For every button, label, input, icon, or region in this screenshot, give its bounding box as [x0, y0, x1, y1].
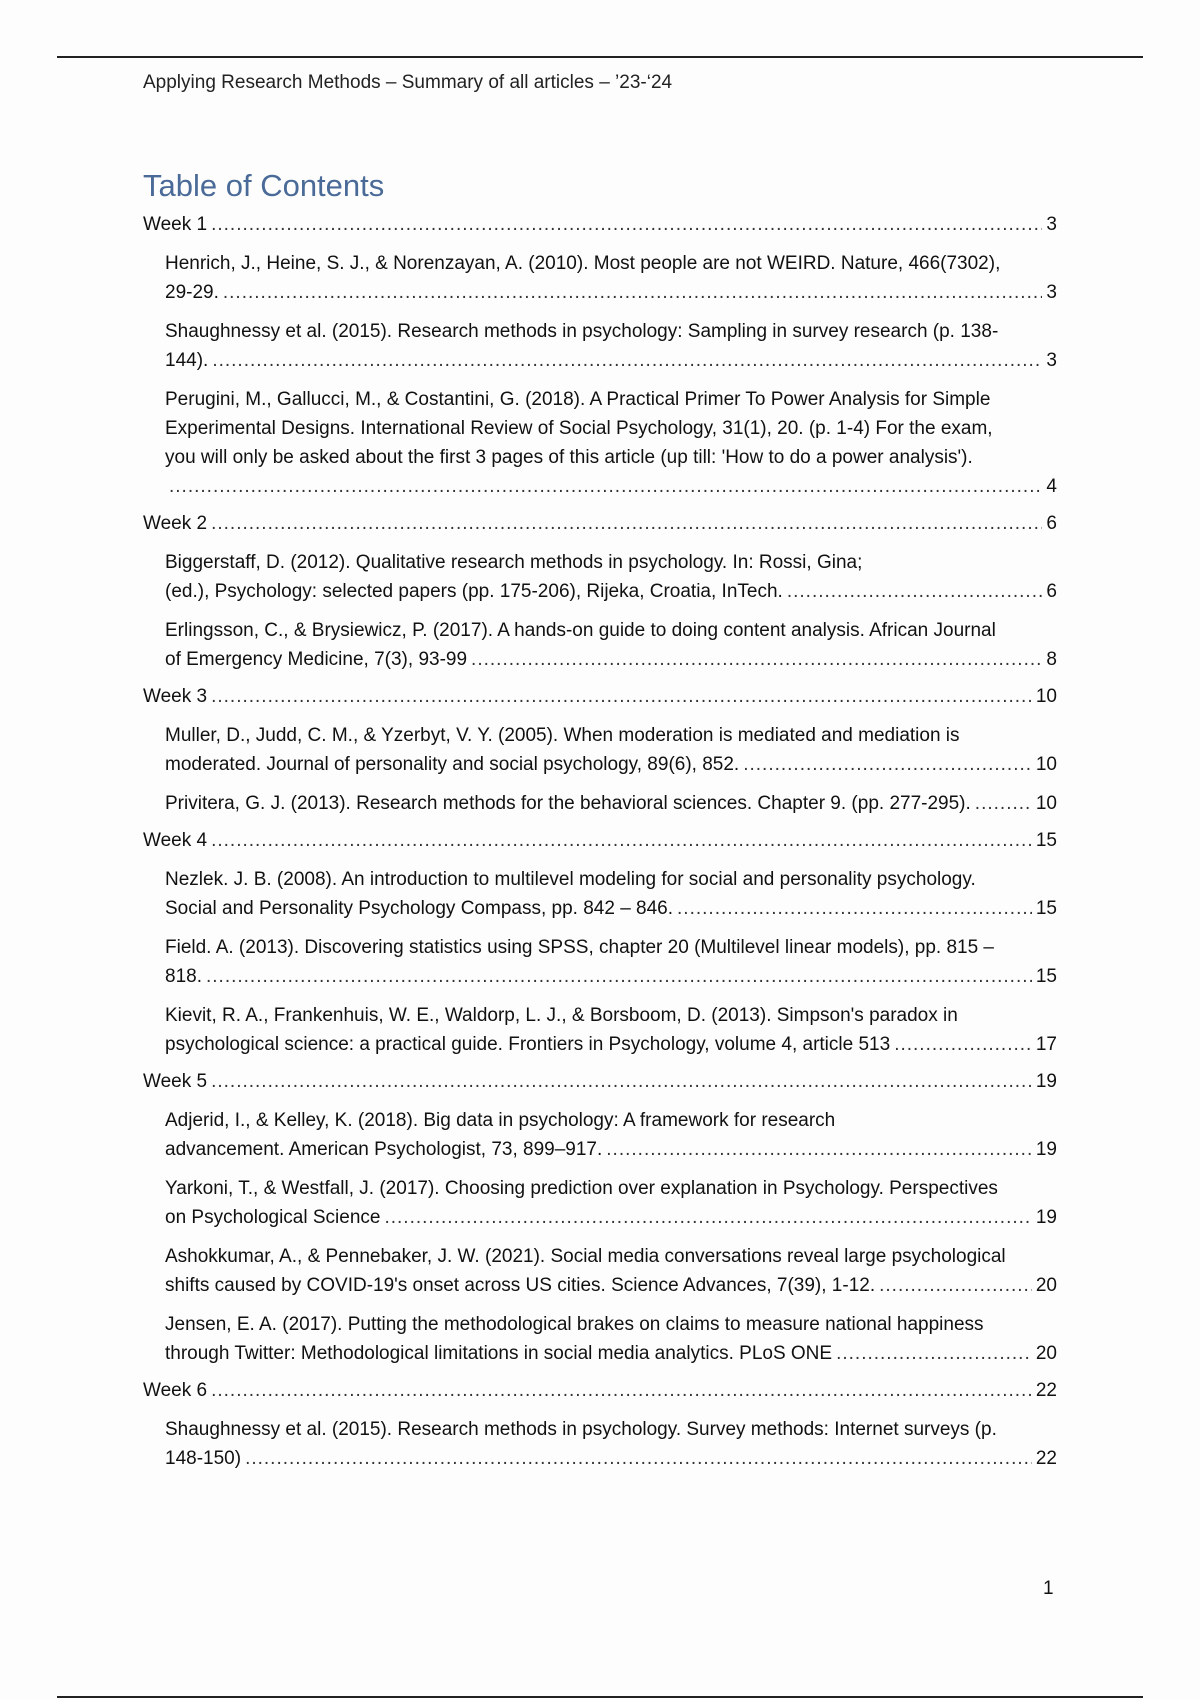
dot-leader	[211, 1067, 1032, 1096]
dot-leader	[787, 577, 1043, 606]
toc-entry-line: you will only be asked about the first 3 pages of this article (up till: 'How to do a power analysis').	[165, 447, 973, 468]
dot-leader	[211, 509, 1042, 538]
toc-entry-line: Kievit, R. A., Frankenhuis, W. E., Waldorp, L. J., & Borsboom, D. (2013). Simpson's paradox in	[165, 1005, 958, 1026]
toc-page-number: 20	[1035, 1343, 1057, 1364]
toc-entry-text: 148-150)	[165, 1448, 242, 1469]
toc-week-entry[interactable]	[143, 509, 1057, 538]
toc-page-number: 10	[1035, 754, 1057, 775]
dot-leader	[211, 210, 1042, 239]
toc-page-number: 19	[1035, 1071, 1057, 1092]
dot-leader	[677, 894, 1032, 923]
top-rule	[57, 56, 1143, 58]
toc-page-number: 15	[1035, 830, 1057, 851]
toc-page-number: 19	[1035, 1207, 1057, 1228]
toc-page-number: 8	[1046, 649, 1057, 670]
toc-entry-text: 818.	[165, 966, 202, 987]
toc-entry-text: advancement. American Psychologist, 73, 899–917.	[165, 1139, 603, 1160]
toc-article-entry[interactable]	[165, 933, 1057, 991]
toc-page-number: 17	[1035, 1034, 1057, 1055]
toc-entry-line: Erlingsson, C., & Brysiewicz, P. (2017). A hands-on guide to doing content analysis. African Journal	[165, 620, 996, 641]
toc-week-entry[interactable]	[143, 826, 1057, 855]
toc-entry-line: Jensen, E. A. (2017). Putting the methodological brakes on claims to measure national happiness	[165, 1314, 984, 1335]
toc-article-entry[interactable]	[165, 789, 1057, 818]
toc-entry-line: Muller, D., Judd, C. M., & Yzerbyt, V. Y. (2005). When moderation is mediated and mediation is	[165, 725, 960, 746]
toc-page-number: 3	[1046, 350, 1057, 371]
toc-entry-line: Perugini, M., Gallucci, M., & Costantini, G. (2018). A Practical Primer To Power Analysis for Simple	[165, 389, 991, 410]
dot-leader	[975, 789, 1032, 818]
toc-article-entry[interactable]	[165, 1001, 1057, 1059]
toc-week-entry[interactable]	[143, 682, 1057, 711]
toc-entry-text: Social and Personality Psychology Compass, pp. 842 – 846.	[165, 898, 674, 919]
toc-article-entry[interactable]	[165, 616, 1057, 674]
toc-article-entry[interactable]	[165, 385, 1057, 501]
dot-leader	[211, 826, 1032, 855]
toc-article-entry[interactable]	[165, 865, 1057, 923]
toc-article-entry[interactable]	[165, 1415, 1057, 1473]
dot-leader	[743, 750, 1032, 779]
toc-page-number: 4	[1046, 476, 1057, 497]
bottom-rule	[57, 1696, 1143, 1698]
toc-entry-line: Experimental Designs. International Review of Social Psychology, 31(1), 20. (p. 1-4) For the exam,	[165, 418, 993, 439]
page-number: 1	[1043, 1578, 1054, 1599]
dot-leader	[169, 472, 1042, 501]
dot-leader	[211, 1376, 1032, 1405]
toc-entry-text: Privitera, G. J. (2013). Research methods for the behavioral sciences. Chapter 9. (pp. 277-295).	[165, 793, 971, 814]
toc-entry-text: 144).	[165, 350, 209, 371]
toc-entry-text: 29-29.	[165, 282, 219, 303]
toc-page-number: 3	[1046, 214, 1057, 235]
toc-page-number: 10	[1035, 793, 1057, 814]
toc-page-number: 22	[1035, 1380, 1057, 1401]
toc-page-number: 3	[1046, 282, 1057, 303]
toc-entry-line: Yarkoni, T., & Westfall, J. (2017). Choosing prediction over explanation in Psychology. Perspectives	[165, 1178, 998, 1199]
toc-week-entry[interactable]	[143, 210, 1057, 239]
toc-entry-line: Field. A. (2013). Discovering statistics using SPSS, chapter 20 (Multilevel linear models), pp. 815 –	[165, 937, 994, 958]
toc-entry-text: through Twitter: Methodological limitations in social media analytics. PLoS ONE	[165, 1343, 833, 1364]
toc-entry-line: Adjerid, I., & Kelley, K. (2018). Big data in psychology: A framework for research	[165, 1110, 836, 1131]
toc-article-entry[interactable]	[165, 1242, 1057, 1300]
toc-entry-text: (ed.), Psychology: selected papers (pp. 175-206), Rijeka, Croatia, InTech.	[165, 581, 783, 602]
toc-article-entry[interactable]	[165, 548, 1057, 606]
toc-entry-line: Nezlek. J. B. (2008). An introduction to multilevel modeling for social and personality psychology.	[165, 869, 976, 890]
toc-entry-text: Week 3	[143, 686, 208, 707]
dot-leader	[211, 682, 1032, 711]
page-header: Applying Research Methods – Summary of all articles – ’23-‘24	[143, 72, 673, 93]
toc-page-number: 22	[1035, 1448, 1057, 1469]
toc-entry-text: shifts caused by COVID-19's onset across US cities. Science Advances, 7(39), 1-12.	[165, 1275, 876, 1296]
dot-leader	[879, 1271, 1032, 1300]
dot-leader	[245, 1444, 1032, 1473]
dot-leader	[223, 278, 1043, 307]
toc-entry-line: Shaughnessy et al. (2015). Research methods in psychology. Survey methods: Internet surveys (p.	[165, 1419, 997, 1440]
dot-leader	[471, 645, 1042, 674]
toc-entry-text: Week 1	[143, 214, 208, 235]
toc-page-number: 6	[1046, 581, 1057, 602]
toc-article-entry[interactable]	[165, 1174, 1057, 1232]
toc-week-entry[interactable]	[143, 1376, 1057, 1405]
toc-entry-text: on Psychological Science	[165, 1207, 381, 1228]
toc-page-number: 6	[1046, 513, 1057, 534]
dot-leader	[894, 1030, 1032, 1059]
toc-entry-text: psychological science: a practical guide. Frontiers in Psychology, volume 4, article 513	[165, 1034, 891, 1055]
toc-page-number: 15	[1035, 898, 1057, 919]
dot-leader	[206, 962, 1032, 991]
toc-entry-line: Shaughnessy et al. (2015). Research methods in psychology: Sampling in survey research (p. 138-	[165, 321, 999, 342]
toc-article-entry[interactable]	[165, 317, 1057, 375]
toc-entry-text: Week 6	[143, 1380, 208, 1401]
toc-page-number: 10	[1035, 686, 1057, 707]
dot-leader	[836, 1339, 1032, 1368]
toc-entry-line: Ashokkumar, A., & Pennebaker, J. W. (2021). Social media conversations reveal large psychological	[165, 1246, 1006, 1267]
toc-page-number: 19	[1035, 1139, 1057, 1160]
toc-article-entry[interactable]	[165, 1106, 1057, 1164]
toc-entry-text: Week 5	[143, 1071, 208, 1092]
dot-leader	[212, 346, 1042, 375]
toc-entry-text: Week 4	[143, 830, 208, 851]
toc-page-number: 20	[1035, 1275, 1057, 1296]
toc-entry-text: Week 2	[143, 513, 208, 534]
dot-leader	[384, 1203, 1031, 1232]
toc-article-entry[interactable]	[165, 1310, 1057, 1368]
dot-leader	[606, 1135, 1032, 1164]
toc-page-number: 15	[1035, 966, 1057, 987]
table-of-contents	[143, 210, 1057, 1473]
toc-entry-line: Henrich, J., Heine, S. J., & Norenzayan, A. (2010). Most people are not WEIRD. Nature, 466(7302),	[165, 253, 1001, 274]
toc-article-entry[interactable]	[165, 721, 1057, 779]
toc-entry-text: of Emergency Medicine, 7(3), 93-99	[165, 649, 468, 670]
toc-week-entry[interactable]	[143, 1067, 1057, 1096]
toc-entry-text: moderated. Journal of personality and social psychology, 89(6), 852.	[165, 754, 740, 775]
toc-title: Table of Contents	[143, 168, 385, 203]
toc-entry-line: Biggerstaff, D. (2012). Qualitative research methods in psychology. In: Rossi, Gina;	[165, 552, 863, 573]
toc-article-entry[interactable]	[165, 249, 1057, 307]
